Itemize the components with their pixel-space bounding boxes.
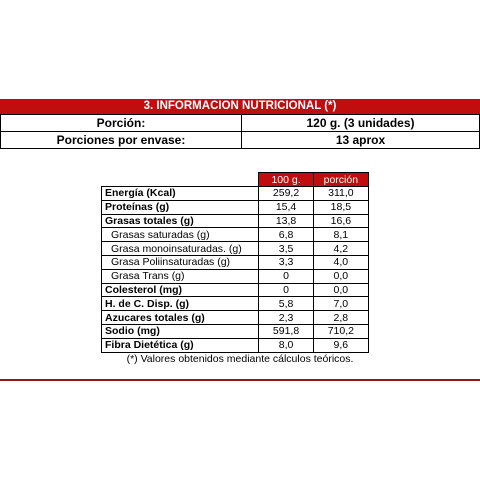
nutrient-name: Grasas saturadas (g) [102,228,259,242]
header-per-portion: porción [313,173,368,187]
table-row [102,200,369,214]
value-per-portion: 18,5 [313,200,368,214]
summary-label: Porción: [1,115,242,132]
nutrient-name: Proteínas (g) [102,200,259,214]
value-per-100g: 3,5 [259,242,313,256]
nutrient-name: Fibra Dietética (g) [102,338,259,352]
value-per-100g: 591,8 [259,324,313,338]
value-per-portion: 4,0 [313,255,368,269]
nutrient-name: Grasa Poliinsaturadas (g) [102,255,259,269]
value-per-portion: 16,6 [313,214,368,228]
table-row [102,311,369,325]
nutrient-name: Energía (Kcal) [102,187,259,201]
value-per-portion: 0,0 [313,269,368,283]
footnote: (*) Valores obtenidos mediante cálculos teóricos. [126,353,354,365]
summary-value: 120 g. (3 unidades) [242,115,480,132]
summary-value: 13 aprox [242,132,480,149]
value-per-100g: 5,8 [259,297,313,311]
value-per-100g: 2,3 [259,311,313,325]
nutrition-header-row [102,173,369,187]
table-row [102,338,369,352]
header-blank-cell [102,173,259,187]
summary-row-servings [1,132,480,149]
value-per-portion: 311,0 [313,187,368,201]
value-per-portion: 7,0 [313,297,368,311]
table-row [102,228,369,242]
nutrition-facts-table [101,172,369,353]
summary-row-portion [1,115,480,132]
table-row [102,214,369,228]
value-per-portion: 2,8 [313,311,368,325]
value-per-100g: 3,3 [259,255,313,269]
value-per-100g: 8,0 [259,338,313,352]
value-per-100g: 6,8 [259,228,313,242]
value-per-portion: 4,2 [313,242,368,256]
value-per-portion: 9,6 [313,338,368,352]
value-per-100g: 0 [259,283,313,297]
nutrient-name: Grasa monoinsaturadas. (g) [102,242,259,256]
table-row [102,255,369,269]
value-per-portion: 710,2 [313,324,368,338]
value-per-100g: 259,2 [259,187,313,201]
nutrient-name: Azucares totales (g) [102,311,259,325]
nutrient-name: Grasa Trans (g) [102,269,259,283]
value-per-100g: 0 [259,269,313,283]
table-row [102,187,369,201]
table-row [102,283,369,297]
table-row [102,269,369,283]
value-per-portion: 8,1 [313,228,368,242]
table-row [102,324,369,338]
nutrient-name: Sodio (mg) [102,324,259,338]
value-per-100g: 13,8 [259,214,313,228]
section-title: 3. INFORMACION NUTRICIONAL (*) [0,99,480,114]
nutrition-rows [102,187,369,353]
nutrient-name: Colesterol (mg) [102,283,259,297]
summary-label: Porciones por envase: [1,132,242,149]
nutrient-name: Grasas totales (g) [102,214,259,228]
table-row [102,242,369,256]
serving-summary-table [0,114,480,149]
nutrient-name: H. de C. Disp. (g) [102,297,259,311]
header-per-100g: 100 g. [259,173,313,187]
value-per-portion: 0,0 [313,283,368,297]
value-per-100g: 15,4 [259,200,313,214]
table-row [102,297,369,311]
bottom-divider [0,379,480,381]
